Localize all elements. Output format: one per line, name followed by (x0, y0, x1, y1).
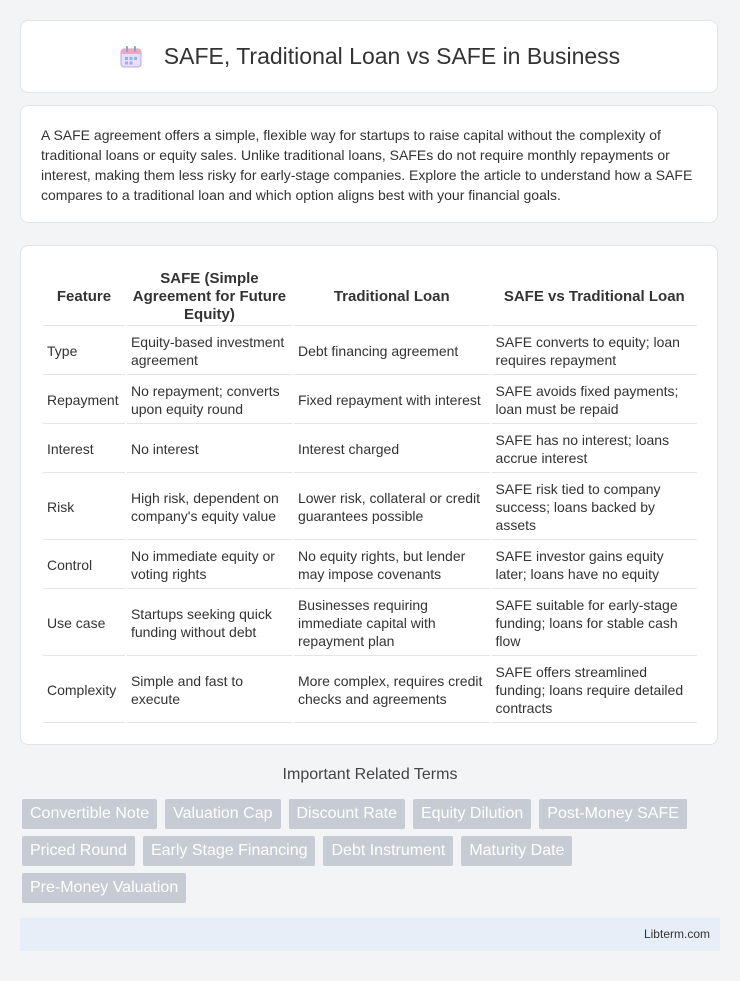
row-safe: No immediate equity or voting rights (127, 542, 292, 589)
row-comparison: SAFE investor gains equity later; loans have no equity (492, 542, 697, 589)
comparison-table-card (20, 245, 718, 745)
table-row (43, 591, 697, 656)
footer-site-link[interactable]: Libterm.com (643, 927, 710, 941)
comparison-table (41, 266, 699, 725)
tag-pre-money-valuation[interactable]: Pre-Money Valuation (22, 873, 186, 903)
row-feature: Risk (43, 475, 125, 540)
row-traditional-loan: Fixed repayment with interest (294, 377, 490, 424)
row-safe: Simple and fast to execute (127, 658, 292, 723)
tag-valuation-cap[interactable]: Valuation Cap (165, 799, 280, 829)
tag-post-money-safe[interactable]: Post-Money SAFE (539, 799, 687, 829)
tag-debt-instrument[interactable]: Debt Instrument (323, 836, 453, 866)
row-traditional-loan: Interest charged (294, 426, 490, 473)
row-comparison: SAFE converts to equity; loan requires repayment (492, 328, 697, 375)
tag-priced-round[interactable]: Priced Round (22, 836, 135, 866)
row-comparison: SAFE suitable for early-stage funding; loans for stable cash flow (492, 591, 697, 656)
tag-early-stage-financing[interactable]: Early Stage Financing (143, 836, 316, 866)
row-traditional-loan: No equity rights, but lender may impose covenants (294, 542, 490, 589)
table-row (43, 328, 697, 375)
row-comparison: SAFE has no interest; loans accrue interest (492, 426, 697, 473)
tag-maturity-date[interactable]: Maturity Date (461, 836, 572, 866)
row-feature: Repayment (43, 377, 125, 424)
tag-convertible-note[interactable]: Convertible Note (22, 799, 157, 829)
table-row (43, 377, 697, 424)
intro-text: A SAFE agreement offers a simple, flexible way for startups to raise capital without the complexity of traditional loans or equity sales. Unlike traditional loans, SAFEs do not require monthly repayments or interest, making them less risky for early-stage companies. Explore the article to understand how a SAFE compares to a traditional loan and which option aligns best with your financial goals. (41, 127, 693, 203)
header-traditional-loan: Traditional Loan (294, 268, 490, 326)
row-feature: Control (43, 542, 125, 589)
row-traditional-loan: More complex, requires credit checks and agreements (294, 658, 490, 723)
header-safe: SAFE (Simple Agreement for Future Equity) (127, 268, 292, 326)
table-row (43, 475, 697, 540)
row-traditional-loan: Debt financing agreement (294, 328, 490, 375)
table-row (43, 542, 697, 589)
row-safe: No repayment; converts upon equity round (127, 377, 292, 424)
row-feature: Complexity (43, 658, 125, 723)
row-comparison: SAFE offers streamlined funding; loans require detailed contracts (492, 658, 697, 723)
page-title: SAFE, Traditional Loan vs SAFE in Business (163, 43, 621, 69)
row-traditional-loan: Businesses requiring immediate capital with repayment plan (294, 591, 490, 656)
footer (20, 918, 720, 951)
row-safe: No interest (127, 426, 292, 473)
row-feature: Use case (43, 591, 125, 656)
header-card (20, 20, 718, 93)
table-header-row (43, 268, 697, 326)
table-row (43, 658, 697, 723)
table-row (43, 426, 697, 473)
related-terms-list (22, 799, 712, 903)
intro-card (20, 105, 718, 223)
row-feature: Interest (43, 426, 125, 473)
tag-discount-rate[interactable]: Discount Rate (289, 799, 406, 829)
row-comparison: SAFE avoids fixed payments; loan must be repaid (492, 377, 697, 424)
row-safe: High risk, dependent on company's equity value (127, 475, 292, 540)
row-safe: Equity-based investment agreement (127, 328, 292, 375)
header-feature: Feature (43, 268, 125, 326)
row-traditional-loan: Lower risk, collateral or credit guarantees possible (294, 475, 490, 540)
row-feature: Type (43, 328, 125, 375)
header-comparison: SAFE vs Traditional Loan (492, 268, 697, 326)
related-terms-title: Important Related Terms (282, 766, 458, 783)
row-comparison: SAFE risk tied to company success; loans backed by assets (492, 475, 697, 540)
tag-equity-dilution[interactable]: Equity Dilution (413, 799, 531, 829)
calendar-icon (118, 44, 144, 70)
row-safe: Startups seeking quick funding without debt (127, 591, 292, 656)
